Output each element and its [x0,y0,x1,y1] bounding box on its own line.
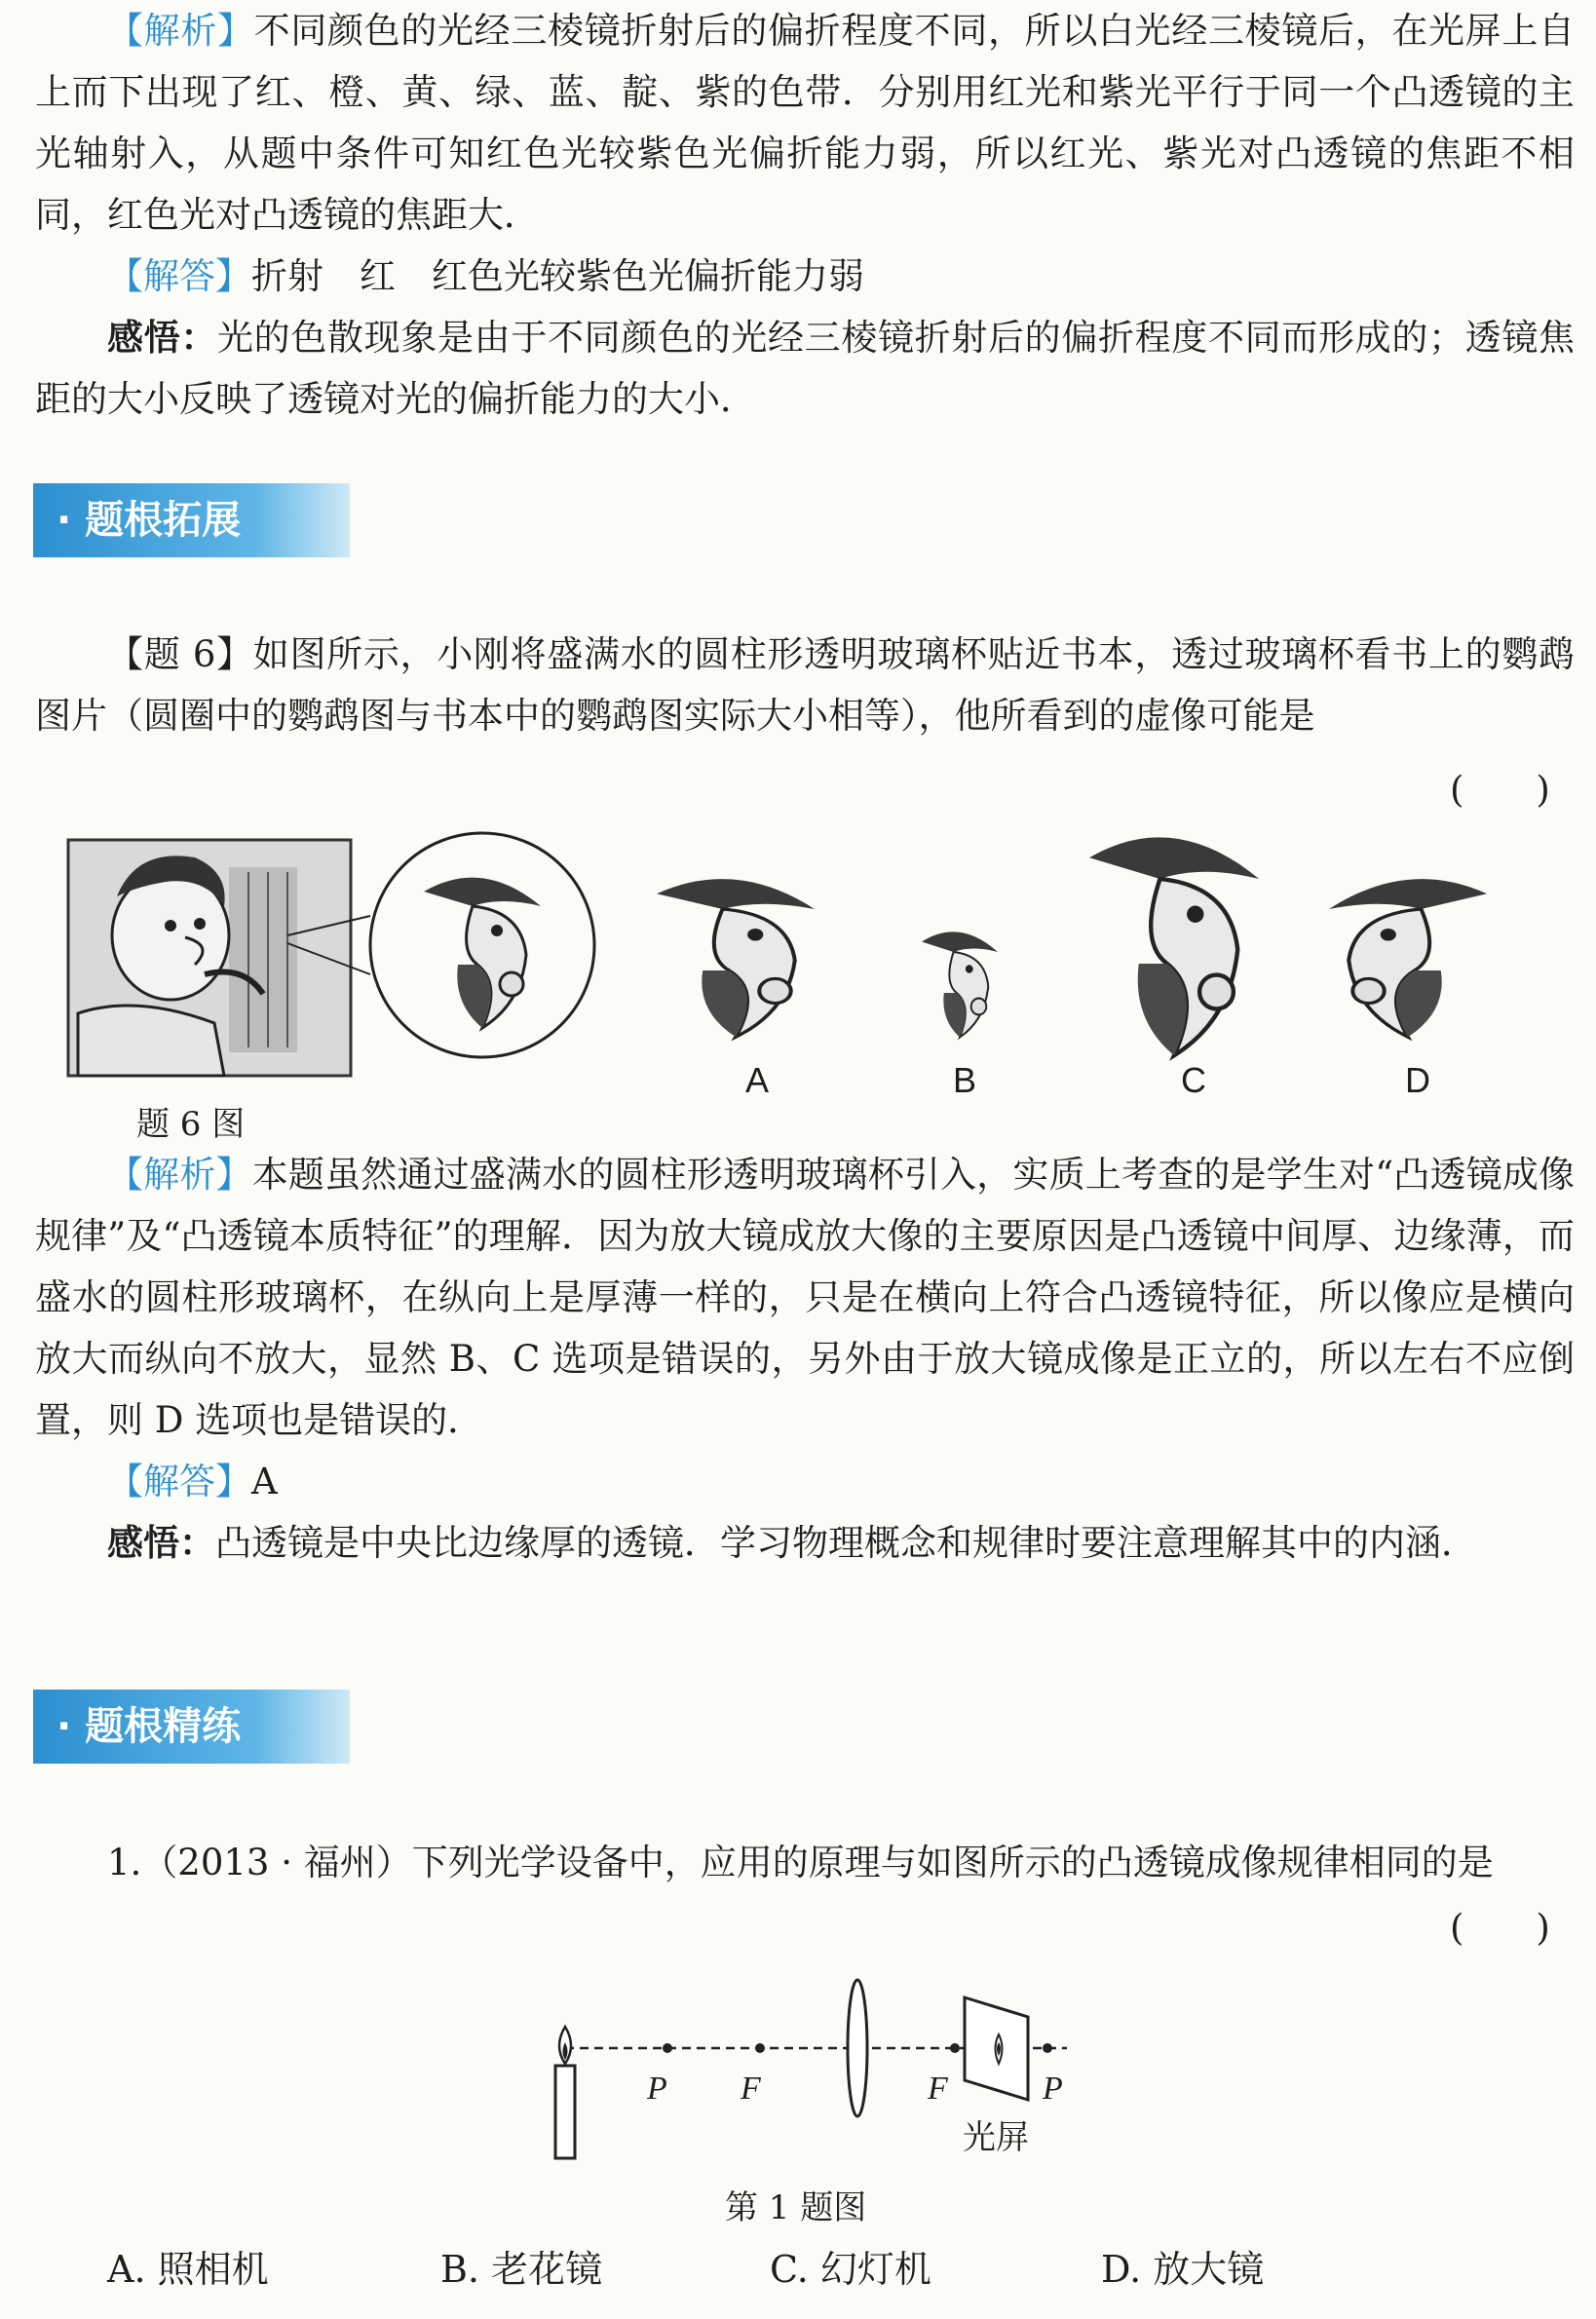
point-focus-left [755,2043,765,2053]
parrot-option-a-icon [657,879,815,1037]
answer-tag: 【解答】 [107,255,251,297]
question-6-figure [58,828,1578,1140]
analysis-tag: 【解析】 [107,1154,252,1196]
label-screen: 光屏 [963,2118,1029,2157]
point-focus-right [950,2043,960,2053]
analysis-text: 本题虽然通过盛满水的圆柱形透明玻璃杯引入，实质上考查的是学生对“凸透镜成像规律”及“凸透镜本质特征”的理解．因为放大镜成放大像的主要原因是凸透镜中间厚、边缘薄，而盛水的圆柱形玻璃杯，在纵向上是厚薄一样的，只是在横向上符合凸透镜特征，所以像应是横向放大而纵向不放大，显然 B、C 选项是错误的，另外由于放大镜成像是正立的，所以左右不应倒置，则 D 选项也是错误的． [35,1154,1576,1441]
analysis-paragraph-2 [35,1144,1575,1451]
insight-paragraph-2 [35,1512,1575,1574]
insight-text: 凸透镜是中央比边缘厚的透镜．学习物理概念和规律时要注意理解其中的内涵． [215,1522,1477,1564]
analysis-paragraph-1 [35,0,1575,246]
choice-c: C. 幻灯机 [770,2248,931,2291]
option-label-d: D [1405,1060,1430,1100]
insight-label: 感悟： [107,316,217,359]
question-1-text: 1.（2013 · 福州）下列光学设备中，应用的原理与如图所示的凸透镜成像规律相同的是 [107,1842,1494,1883]
answer-paragraph-1 [35,246,1575,307]
label-f-left: F [741,2071,761,2107]
question-6-figure-caption: 题 6 图 [136,1105,246,1144]
parrot-option-c-icon [1089,837,1259,1055]
convex-lens [848,1980,867,2116]
label-p-right: P [1043,2071,1063,2107]
answer-text: 折射 红 红色光较紫色光偏折能力弱 [251,255,864,297]
insight-paragraph-1 [35,307,1575,430]
choice-d: D. 放大镜 [1101,2248,1265,2291]
analysis-tag: 【解析】 [107,10,254,52]
parrot-option-b-icon [922,931,998,1037]
option-label-c: C [1181,1060,1206,1100]
insight-label: 感悟： [107,1521,215,1564]
candle-icon [555,2027,575,2158]
answer-blank: ( ) [1450,769,1550,811]
insight-text: 光的色散现象是由于不同颜色的光经三棱镜折射后的偏折程度不同而形成的；透镜焦距的大小反映了透镜对光的偏折能力的大小． [35,317,1575,420]
boy-reading-illustration [68,840,370,1076]
answer-text: A [251,1461,278,1502]
question-1-paragraph [35,1832,1575,1893]
point-2f-right [1043,2043,1052,2053]
answer-blank: ( ) [1450,1907,1550,1949]
answer-tag: 【解答】 [107,1461,251,1502]
question-1-figure-caption: 第 1 题图 [725,2188,867,2227]
choice-b: B. 老花镜 [440,2248,603,2291]
parrot-option-d-icon [1329,879,1487,1037]
label-p-left: P [647,2071,667,2107]
question-6-tag: 【题 6】 [107,633,253,675]
point-2f-left [663,2043,672,2053]
question-6-text: 如图所示，小刚将盛满水的圆柱形透明玻璃杯贴近书本，透过玻璃杯看书上的鹦鹉图片（圆圈中的鹦鹉图与书本中的鹦鹉图实际大小相等），他所看到的虚像可能是 [35,633,1575,737]
choice-a: A. 照相机 [107,2248,269,2291]
answer-paragraph-2 [35,1451,1575,1512]
section-banner-extension: · 题根拓展 [33,483,350,557]
question-6-paragraph [35,624,1575,746]
analysis-text: 不同颜色的光经三棱镜折射后的偏折程度不同，所以白光经三棱镜后，在光屏上自上而下出现了红、橙、黄、绿、蓝、靛、紫的色带．分别用红光和紫光平行于同一个凸透镜的主光轴射入，从题中条件可知红色光较紫色光偏折能力弱，所以红光、紫光对凸透镜的焦距不相同，红色光对凸透镜的焦距大． [35,10,1576,236]
option-label-a: A [745,1060,770,1100]
section-banner-practice: · 题根精练 [33,1690,350,1764]
option-label-b: B [953,1060,977,1100]
label-f-right: F [928,2071,948,2107]
